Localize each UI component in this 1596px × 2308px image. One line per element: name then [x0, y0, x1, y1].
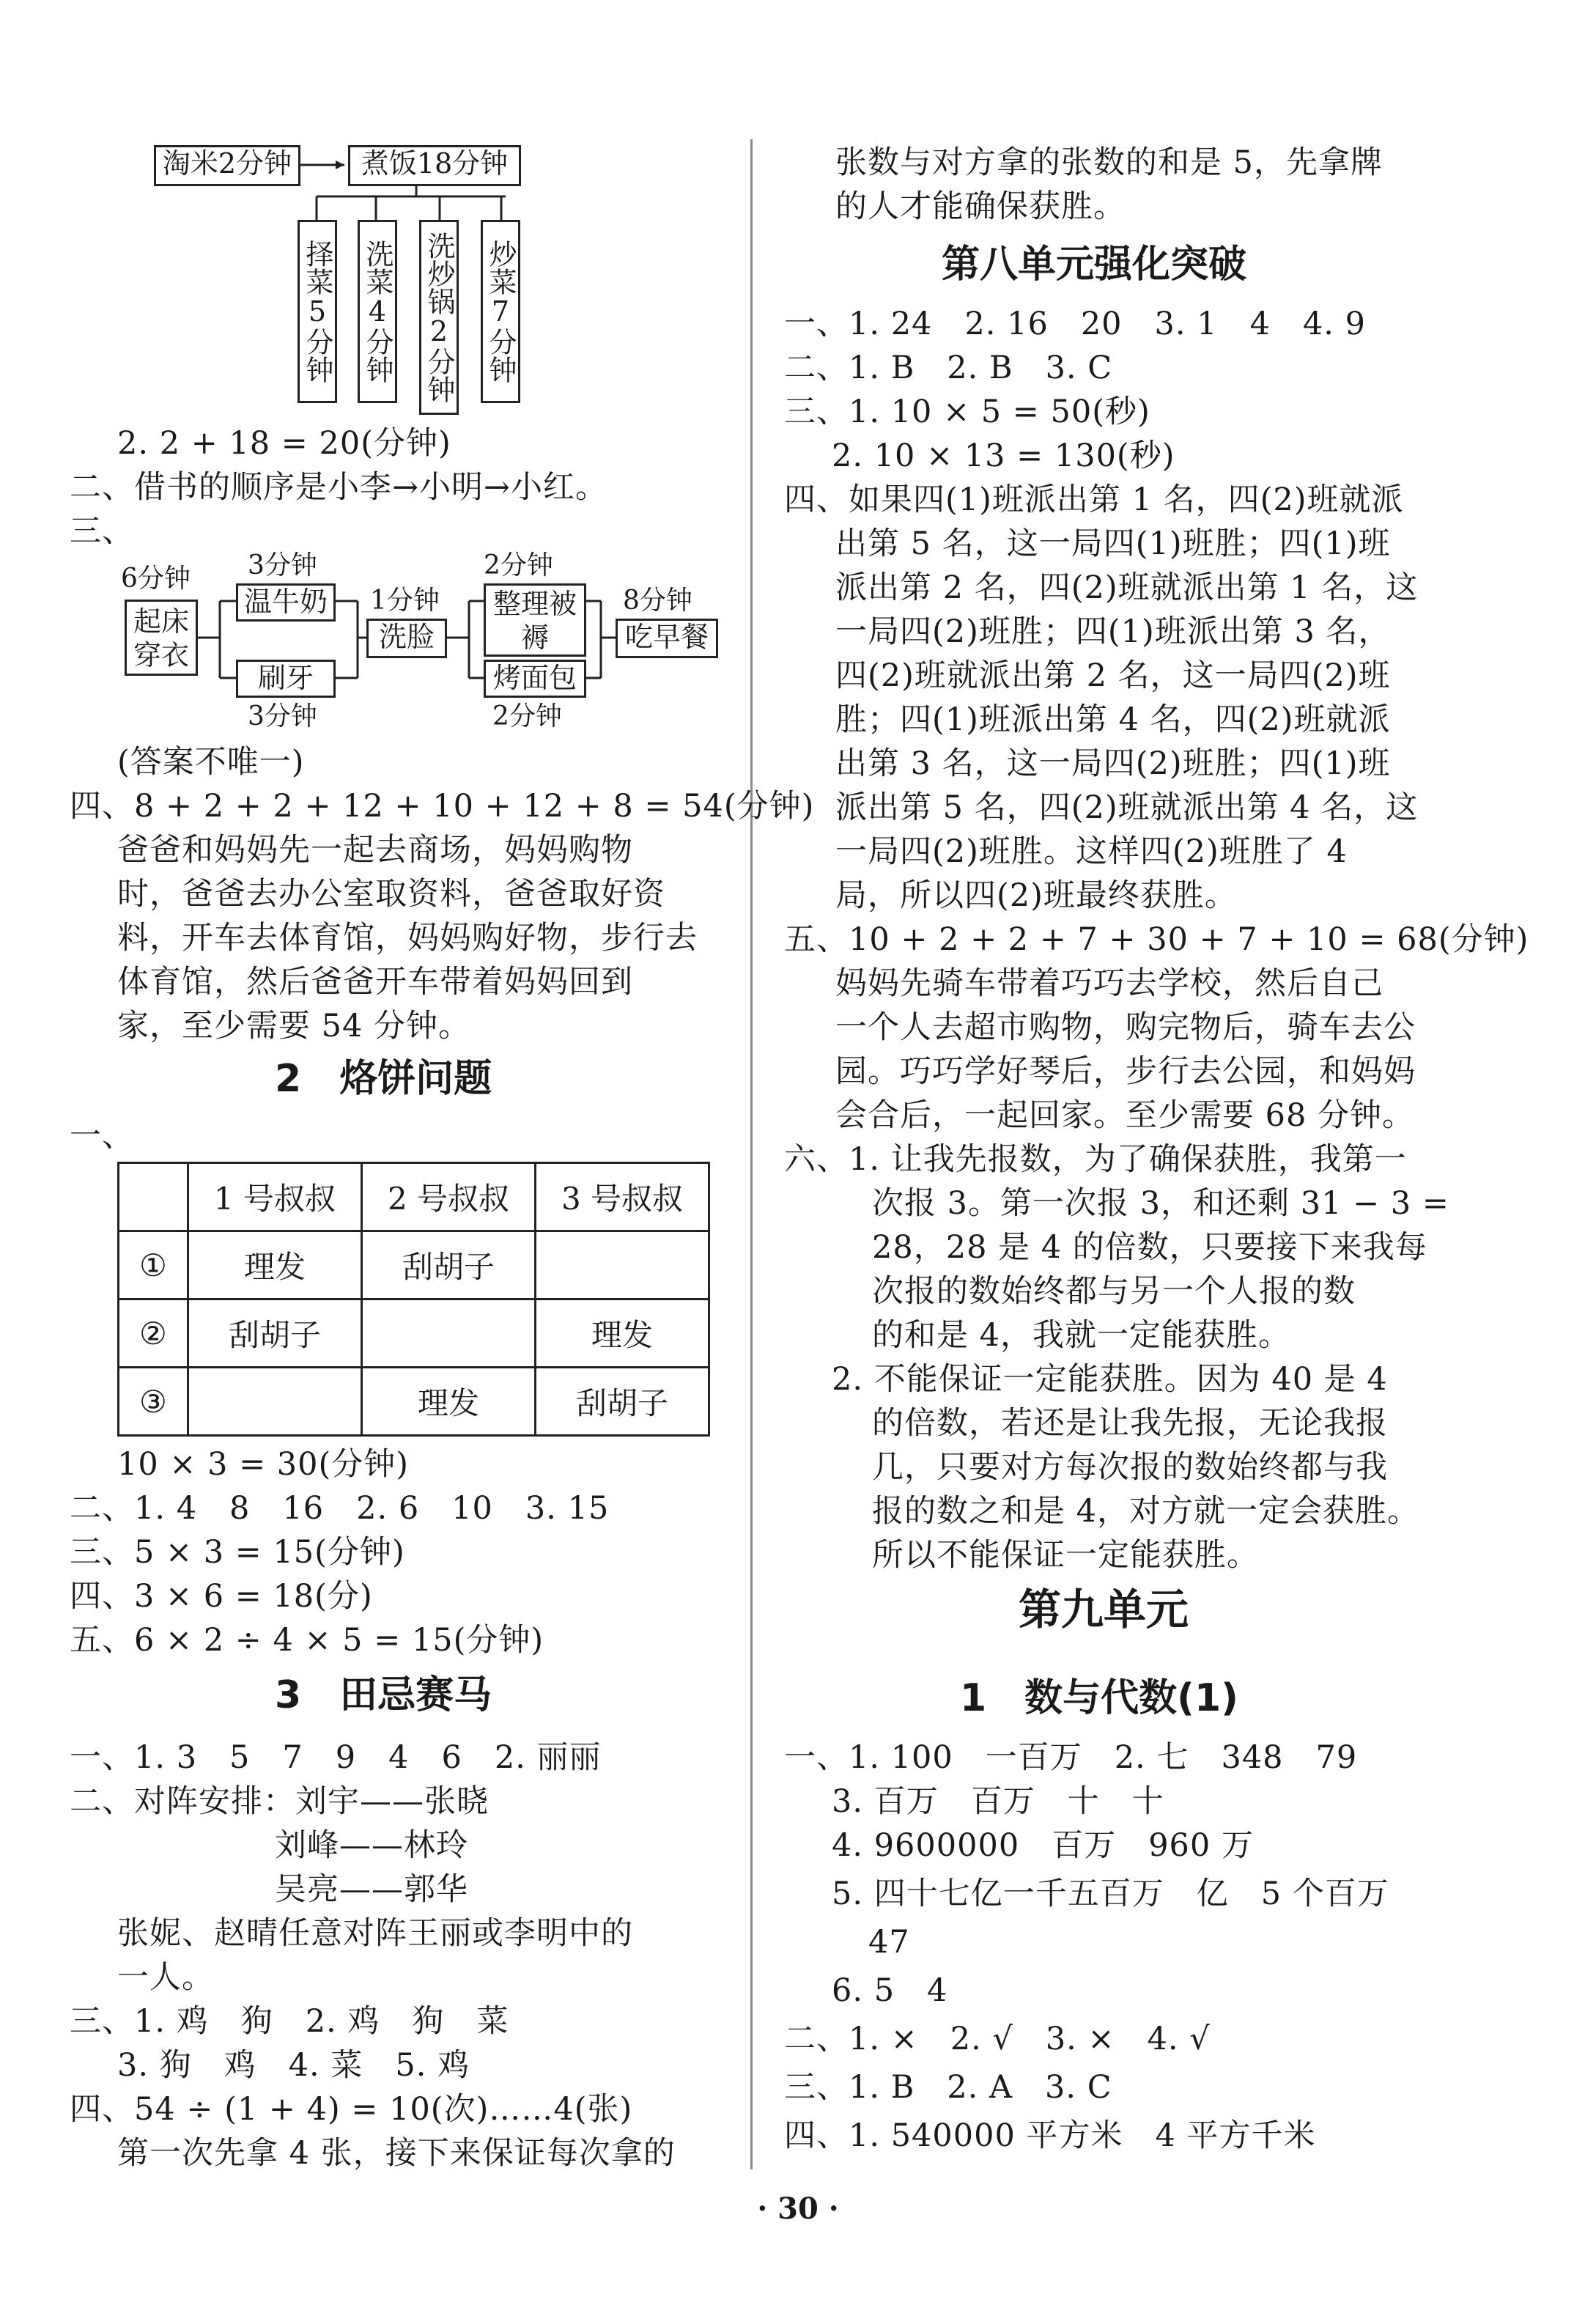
answer-line: 出第 3 名，这一局四(2)班胜；四(1)班 — [835, 745, 1391, 782]
answer-line: (答案不唯一) — [117, 744, 305, 781]
table-cell: 理发 — [188, 1231, 362, 1299]
answer-line: 三、1. 鸡 狗 2. 鸡 狗 菜 — [70, 2003, 509, 2040]
time-label: 1分钟 — [370, 586, 440, 616]
answer-line: 派出第 2 名，四(2)班就派出第 1 名，这 — [835, 569, 1419, 606]
routine-box-make-bed: 整理被褥 — [484, 583, 586, 657]
table-cell: ③ — [119, 1368, 188, 1436]
answer-line: 3. 狗 鸡 4. 菜 5. 鸡 — [117, 2047, 470, 2084]
answer-line: 二、借书的顺序是小李→小明→小红。 — [70, 469, 608, 506]
answer-line: 二、对阵安排：刘宇——张晓 — [70, 1783, 489, 1820]
answer-line: 会合后，一起回家。至少需要 68 分钟。 — [835, 1097, 1415, 1134]
table-header-cell: 2 号叔叔 — [362, 1163, 536, 1231]
answer-line: 一人。 — [117, 1959, 214, 1996]
answer-line: 一、 — [70, 1118, 134, 1154]
table-header-cell: 1 号叔叔 — [188, 1163, 362, 1231]
table-header-cell: 3 号叔叔 — [536, 1163, 709, 1231]
flow-text-fry-veg: 炒菜7分钟 — [484, 240, 517, 383]
answer-line: 五、10 + 2 + 2 + 7 + 30 + 7 + 10 = 68(分钟) — [784, 921, 1529, 958]
schedule-table — [117, 1162, 710, 1437]
section-heading: 1 数与代数(1) — [960, 1676, 1238, 1720]
answer-line: 三、 — [70, 513, 134, 550]
answer-line: 2. 10 × 13 = 130(秒) — [832, 438, 1175, 474]
table-cell: ② — [119, 1299, 188, 1368]
answer-line: 妈妈先骑车带着巧巧去学校，然后自己 — [835, 965, 1383, 1002]
table-cell — [188, 1368, 362, 1436]
table-cell: 刮胡子 — [362, 1231, 536, 1299]
section-heading: 3 田忌赛马 — [275, 1673, 492, 1717]
column-divider — [750, 139, 753, 2169]
table-cell: 刮胡子 — [188, 1299, 362, 1368]
answer-line: 出第 5 名，这一局四(1)班胜；四(1)班 — [835, 526, 1391, 562]
answer-line: 园。巧巧学好琴后，步行去公园，和妈妈 — [835, 1053, 1416, 1090]
time-label: 3分钟 — [248, 701, 317, 731]
page-number: · 30 · — [757, 2191, 839, 2226]
answer-line: 47 — [868, 1924, 910, 1961]
answer-line: 局，所以四(2)班最终获胜。 — [835, 877, 1237, 914]
routine-box-brush-teeth: 刷牙 — [236, 660, 336, 698]
flow-text-pick-veg: 择菜5分钟 — [301, 240, 333, 383]
section-heading: 第八单元强化突破 — [942, 243, 1247, 287]
answer-line: 所以不能保证一定能获胜。 — [872, 1537, 1259, 1574]
answer-line: 的倍数，若还是让我先报，无论我报 — [872, 1405, 1388, 1442]
routine-box-breakfast: 吃早餐 — [616, 619, 718, 658]
answer-line: 3. 百万 百万 十 十 — [832, 1783, 1164, 1820]
answer-line: 张数与对方拿的张数的和是 5，先拿牌 — [835, 144, 1383, 181]
answer-line: 二、1. 4 8 16 2. 6 10 3. 15 — [70, 1490, 610, 1527]
morning-routine-connectors — [0, 0, 747, 806]
answer-line: 六、1. 让我先报数，为了确保获胜，我第一 — [784, 1141, 1407, 1178]
flow-box-wash-rice: 淘米2分钟 — [154, 145, 300, 186]
table-row — [119, 1299, 709, 1368]
answer-line: 五、6 × 2 ÷ 4 × 5 = 15(分钟) — [70, 1622, 544, 1659]
answer-line: 爸爸和妈妈先一起去商场，妈妈购物 — [117, 832, 633, 869]
answer-line: 次报 3。第一次报 3，和还剩 31 − 3 = — [872, 1185, 1449, 1222]
answer-line: 三、5 × 3 = 15(分钟) — [70, 1534, 405, 1571]
answer-line: 时，爸爸去办公室取资料，爸爸取好资 — [117, 876, 665, 912]
answer-line: 次报的数始终都与另一个人报的数 — [872, 1273, 1356, 1310]
answer-line: 料，开车去体育馆，妈妈购好物，步行去 — [117, 920, 698, 956]
answer-line: 四、如果四(1)班派出第 1 名，四(2)班就派 — [784, 482, 1404, 518]
answer-line: 的人才能确保获胜。 — [835, 188, 1126, 225]
answer-line: 5. 四十七亿一千五百万 亿 5 个百万 — [832, 1876, 1389, 1912]
answer-line: 家，至少需要 54 分钟。 — [117, 1008, 471, 1044]
answer-line: 一、1. 100 一百万 2. 七 348 79 — [784, 1739, 1358, 1776]
answer-line: 三、1. 10 × 5 = 50(秒) — [784, 394, 1150, 430]
answer-line: 派出第 5 名，四(2)班就派出第 4 名，这 — [835, 789, 1419, 826]
answer-line: 胜；四(1)班派出第 4 名，四(2)班就派 — [835, 701, 1391, 738]
table-row — [119, 1368, 709, 1436]
routine-box-wash-face: 洗脸 — [366, 619, 447, 658]
table-cell — [362, 1299, 536, 1368]
answer-line: 张妮、赵晴任意对阵王丽或李明中的 — [117, 1915, 633, 1952]
answer-line: 四、3 × 6 = 18(分) — [70, 1578, 373, 1615]
answer-line: 第一次先拿 4 张，接下来保证每次拿的 — [117, 2135, 676, 2172]
routine-box-warm-milk: 温牛奶 — [236, 583, 336, 622]
table-cell: ① — [119, 1231, 188, 1299]
unit-heading: 第九单元 — [1019, 1585, 1189, 1634]
answer-line: 四、8 + 2 + 2 + 12 + 10 + 12 + 8 = 54(分钟) — [70, 788, 815, 825]
answer-line: 一、1. 3 5 7 9 4 6 2. 丽丽 — [70, 1739, 602, 1776]
answer-line: 4. 9600000 百万 960 万 — [832, 1827, 1254, 1864]
answer-line: 二、1. B 2. B 3. C — [784, 350, 1113, 386]
time-label: 2分钟 — [492, 701, 562, 731]
flow-box-cook-rice: 煮饭18分钟 — [348, 145, 521, 186]
answer-line: 2. 不能保证一定能获胜。因为 40 是 4 — [832, 1361, 1388, 1398]
table-header-cell — [119, 1163, 188, 1231]
answer-line: 的和是 4，我就一定能获胜。 — [872, 1317, 1291, 1354]
table-cell: 理发 — [362, 1368, 536, 1436]
table-cell: 刮胡子 — [536, 1368, 709, 1436]
flow-text-wash-wok: 洗炒锅2分钟 — [423, 232, 455, 403]
answer-line: 28，28 是 4 的倍数，只要接下来我每 — [872, 1229, 1427, 1266]
table-cell: 理发 — [536, 1299, 709, 1368]
answer-line: 吴亮——郭华 — [275, 1871, 468, 1908]
answer-line: 一、1. 24 2. 16 20 3. 1 4 4. 9 — [784, 306, 1367, 342]
answer-line: 二、1. × 2. √ 3. × 4. √ — [784, 2021, 1211, 2057]
time-label: 8分钟 — [623, 586, 692, 616]
answer-line: 体育馆，然后爸爸开车带着妈妈回到 — [117, 964, 633, 1000]
answer-line: 一个人去超市购物，购完物后，骑车去公 — [835, 1009, 1416, 1046]
table-cell — [536, 1231, 709, 1299]
answer-line: 6. 5 4 — [832, 1972, 948, 2009]
table-header-row — [119, 1163, 709, 1231]
time-label: 3分钟 — [248, 550, 317, 580]
answer-line: 四、54 ÷ (1 + 4) = 10(次)……4(张) — [70, 2091, 633, 2128]
section-heading: 2 烙饼问题 — [275, 1057, 492, 1101]
answer-line: 一局四(2)班胜。这样四(2)班胜了 4 — [835, 833, 1348, 870]
answer-line: 刘峰——林玲 — [275, 1827, 468, 1864]
answer-line: 报的数之和是 4，对方就一定会获胜。 — [872, 1493, 1420, 1530]
answer-line: 几，只要对方每次报的数始终都与我 — [872, 1449, 1388, 1486]
table-row — [119, 1231, 709, 1299]
flow-text-wash-veg: 洗菜4分钟 — [361, 240, 394, 383]
answer-line: 2. 2 + 18 = 20(分钟) — [117, 425, 451, 462]
time-label: 6分钟 — [121, 564, 191, 594]
answer-line: 三、1. B 2. A 3. C — [784, 2069, 1112, 2106]
routine-box-get-up: 起床穿衣 — [125, 600, 198, 676]
time-label: 2分钟 — [484, 550, 553, 580]
routine-box-toast-bread: 烤面包 — [484, 660, 586, 698]
answer-line: 一局四(2)班胜；四(1)班派出第 3 名， — [835, 613, 1391, 650]
answer-line: 10 × 3 = 30(分钟) — [117, 1446, 410, 1483]
answer-line: 四(2)班就派出第 2 名，这一局四(2)班 — [835, 657, 1391, 694]
answer-line: 四、1. 540000 平方米 4 平方千米 — [784, 2117, 1316, 2154]
